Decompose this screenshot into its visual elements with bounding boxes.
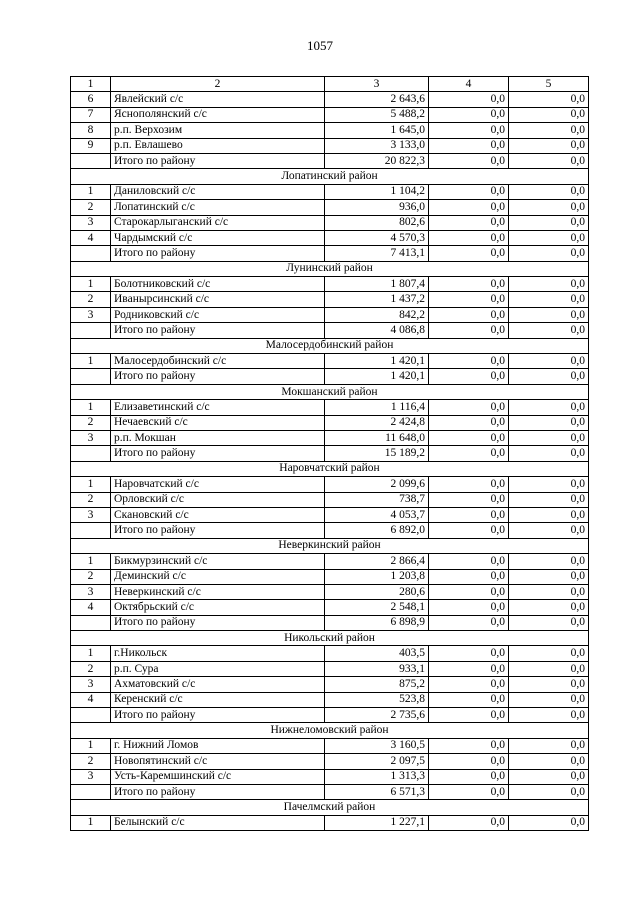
value-col3-cell: 4 053,7 [325, 507, 429, 522]
value-col4-cell: 0,0 [429, 200, 509, 215]
table-row [71, 584, 589, 599]
value-col5-cell: 0,0 [509, 600, 589, 615]
value-col4-cell: 0,0 [429, 477, 509, 492]
settlement-name-cell: Усть-Каремшинский с/с [111, 769, 325, 784]
table-row [71, 569, 589, 584]
row-number-cell: 2 [71, 754, 111, 769]
row-number-cell: 1 [71, 815, 111, 830]
settlement-name-cell: г.Никольск [111, 646, 325, 661]
value-col5-cell: 0,0 [509, 446, 589, 461]
value-col5-cell: 0,0 [509, 107, 589, 122]
settlement-name-cell: р.п. Мокшан [111, 430, 325, 445]
settlement-name-cell: Явлейский с/с [111, 92, 325, 107]
row-number-cell [71, 246, 111, 261]
value-col5-cell: 0,0 [509, 523, 589, 538]
settlement-name-cell: Наровчатский с/с [111, 477, 325, 492]
value-col5-cell: 0,0 [509, 646, 589, 661]
row-number-cell: 4 [71, 692, 111, 707]
value-col5-cell: 0,0 [509, 584, 589, 599]
value-col3-cell: 1 104,2 [325, 184, 429, 199]
row-number-cell: 2 [71, 492, 111, 507]
row-number-cell: 3 [71, 307, 111, 322]
value-col3-cell: 4 086,8 [325, 323, 429, 338]
district-title: Малосердобинский район [71, 338, 589, 353]
row-number-cell: 6 [71, 92, 111, 107]
value-col4-cell: 0,0 [429, 277, 509, 292]
value-col5-cell: 0,0 [509, 307, 589, 322]
value-col4-cell: 0,0 [429, 446, 509, 461]
district-total-row [71, 615, 589, 630]
value-col5-cell: 0,0 [509, 554, 589, 569]
table-row [71, 646, 589, 661]
district-section-row [71, 338, 589, 353]
value-col4-cell: 0,0 [429, 230, 509, 245]
value-col3-cell: 523,8 [325, 692, 429, 707]
table-row [71, 107, 589, 122]
row-number-cell: 3 [71, 677, 111, 692]
value-col4-cell: 0,0 [429, 107, 509, 122]
row-number-cell: 1 [71, 477, 111, 492]
value-col4-cell: 0,0 [429, 692, 509, 707]
value-col3-cell: 6 892,0 [325, 523, 429, 538]
table-row [71, 754, 589, 769]
settlement-name-cell: Старокарлыганский с/с [111, 215, 325, 230]
value-col3-cell: 20 822,3 [325, 153, 429, 168]
value-col5-cell: 0,0 [509, 708, 589, 723]
value-col4-cell: 0,0 [429, 615, 509, 630]
district-title: Нижнеломовский район [71, 723, 589, 738]
value-col4-cell: 0,0 [429, 92, 509, 107]
value-col4-cell: 0,0 [429, 369, 509, 384]
value-col5-cell: 0,0 [509, 92, 589, 107]
column-number-5: 5 [509, 77, 589, 92]
settlement-name-cell: Чардымский с/с [111, 230, 325, 245]
value-col3-cell: 2 548,1 [325, 600, 429, 615]
district-title: Наровчатский район [71, 461, 589, 476]
row-number-cell: 4 [71, 600, 111, 615]
value-col3-cell: 2 097,5 [325, 754, 429, 769]
row-number-cell: 8 [71, 123, 111, 138]
table-row [71, 492, 589, 507]
table-row [71, 677, 589, 692]
district-title: Пачелмский район [71, 800, 589, 815]
district-title: Лопатинский район [71, 169, 589, 184]
value-col5-cell: 0,0 [509, 369, 589, 384]
settlement-name-cell: Итого по району [111, 153, 325, 168]
value-col4-cell: 0,0 [429, 123, 509, 138]
value-col4-cell: 0,0 [429, 400, 509, 415]
value-col3-cell: 2 866,4 [325, 554, 429, 569]
value-col3-cell: 3 133,0 [325, 138, 429, 153]
row-number-cell: 3 [71, 507, 111, 522]
district-section-row [71, 384, 589, 399]
district-total-row [71, 246, 589, 261]
value-col4-cell: 0,0 [429, 184, 509, 199]
district-title: Никольский район [71, 631, 589, 646]
row-number-cell: 9 [71, 138, 111, 153]
settlement-name-cell: р.п. Верхозим [111, 123, 325, 138]
district-section-row [71, 800, 589, 815]
settlement-name-cell: Скановский с/с [111, 507, 325, 522]
row-number-cell: 1 [71, 554, 111, 569]
table-row [71, 477, 589, 492]
row-number-cell: 1 [71, 738, 111, 753]
table-row [71, 815, 589, 830]
value-col5-cell: 0,0 [509, 569, 589, 584]
settlement-name-cell: Бикмурзинский с/с [111, 554, 325, 569]
value-col5-cell: 0,0 [509, 415, 589, 430]
value-col5-cell: 0,0 [509, 430, 589, 445]
value-col3-cell: 2 643,6 [325, 92, 429, 107]
value-col3-cell: 1 313,3 [325, 769, 429, 784]
row-number-cell: 2 [71, 200, 111, 215]
value-col5-cell: 0,0 [509, 677, 589, 692]
table-row [71, 307, 589, 322]
value-col4-cell: 0,0 [429, 584, 509, 599]
value-col3-cell: 802,6 [325, 215, 429, 230]
page-number: 1057 [307, 38, 333, 53]
settlement-name-cell: Итого по району [111, 708, 325, 723]
row-number-cell: 4 [71, 230, 111, 245]
value-col3-cell: 2 735,6 [325, 708, 429, 723]
value-col5-cell: 0,0 [509, 277, 589, 292]
value-col5-cell: 0,0 [509, 661, 589, 676]
value-col3-cell: 842,2 [325, 307, 429, 322]
row-number-cell [71, 523, 111, 538]
value-col3-cell: 7 413,1 [325, 246, 429, 261]
row-number-cell: 3 [71, 584, 111, 599]
table-row [71, 554, 589, 569]
value-col4-cell: 0,0 [429, 600, 509, 615]
value-col3-cell: 1 420,1 [325, 354, 429, 369]
table-row [71, 92, 589, 107]
district-total-row [71, 523, 589, 538]
value-col3-cell: 738,7 [325, 492, 429, 507]
district-total-row [71, 153, 589, 168]
value-col5-cell: 0,0 [509, 615, 589, 630]
row-number-cell: 1 [71, 277, 111, 292]
settlement-name-cell: Лопатинский с/с [111, 200, 325, 215]
table-row [71, 123, 589, 138]
row-number-cell: 1 [71, 354, 111, 369]
table-row [71, 430, 589, 445]
value-col3-cell: 3 160,5 [325, 738, 429, 753]
row-number-cell: 3 [71, 430, 111, 445]
settlement-name-cell: Даниловский с/с [111, 184, 325, 199]
value-col3-cell: 4 570,3 [325, 230, 429, 245]
value-col4-cell: 0,0 [429, 246, 509, 261]
value-col5-cell: 0,0 [509, 138, 589, 153]
value-col5-cell: 0,0 [509, 769, 589, 784]
value-col5-cell: 0,0 [509, 200, 589, 215]
value-col4-cell: 0,0 [429, 569, 509, 584]
district-section-row [71, 723, 589, 738]
value-col5-cell: 0,0 [509, 246, 589, 261]
value-col5-cell: 0,0 [509, 153, 589, 168]
value-col4-cell: 0,0 [429, 769, 509, 784]
row-number-cell: 3 [71, 215, 111, 230]
value-col3-cell: 1 227,1 [325, 815, 429, 830]
settlement-name-cell: р.п. Сура [111, 661, 325, 676]
value-col3-cell: 1 116,4 [325, 400, 429, 415]
value-col5-cell: 0,0 [509, 292, 589, 307]
row-number-cell [71, 708, 111, 723]
settlement-name-cell: Неверкинский с/с [111, 584, 325, 599]
value-col5-cell: 0,0 [509, 692, 589, 707]
settlement-name-cell: Родниковский с/с [111, 307, 325, 322]
district-section-row [71, 261, 589, 276]
row-number-cell [71, 323, 111, 338]
row-number-cell [71, 446, 111, 461]
value-col4-cell: 0,0 [429, 415, 509, 430]
value-col3-cell: 875,2 [325, 677, 429, 692]
value-col5-cell: 0,0 [509, 738, 589, 753]
value-col5-cell: 0,0 [509, 754, 589, 769]
value-col5-cell: 0,0 [509, 784, 589, 799]
row-number-cell: 2 [71, 661, 111, 676]
table-row [71, 738, 589, 753]
row-number-cell [71, 369, 111, 384]
value-col5-cell: 0,0 [509, 492, 589, 507]
table-row [71, 184, 589, 199]
table-row [71, 277, 589, 292]
settlement-name-cell: Итого по району [111, 615, 325, 630]
value-col5-cell: 0,0 [509, 477, 589, 492]
settlement-name-cell: Итого по району [111, 446, 325, 461]
value-col5-cell: 0,0 [509, 507, 589, 522]
value-col4-cell: 0,0 [429, 492, 509, 507]
settlement-name-cell: Деминский с/с [111, 569, 325, 584]
table-row [71, 507, 589, 522]
district-total-row [71, 369, 589, 384]
value-col5-cell: 0,0 [509, 230, 589, 245]
value-col4-cell: 0,0 [429, 708, 509, 723]
value-col5-cell: 0,0 [509, 123, 589, 138]
settlement-name-cell: Елизаветинский с/с [111, 400, 325, 415]
value-col4-cell: 0,0 [429, 215, 509, 230]
settlement-name-cell: Керенский с/с [111, 692, 325, 707]
district-total-row [71, 446, 589, 461]
value-col4-cell: 0,0 [429, 354, 509, 369]
table-row [71, 415, 589, 430]
settlement-name-cell: Орловский с/с [111, 492, 325, 507]
value-col3-cell: 15 189,2 [325, 446, 429, 461]
value-col4-cell: 0,0 [429, 784, 509, 799]
value-col5-cell: 0,0 [509, 184, 589, 199]
district-total-row [71, 784, 589, 799]
district-title: Мокшанский район [71, 384, 589, 399]
settlement-name-cell: р.п. Евлашево [111, 138, 325, 153]
value-col5-cell: 0,0 [509, 215, 589, 230]
column-number-1: 1 [71, 77, 111, 92]
table-row [71, 200, 589, 215]
value-col4-cell: 0,0 [429, 292, 509, 307]
value-col3-cell: 2 099,6 [325, 477, 429, 492]
value-col3-cell: 403,5 [325, 646, 429, 661]
table-row [71, 661, 589, 676]
district-section-row [71, 631, 589, 646]
table-row [71, 230, 589, 245]
value-col4-cell: 0,0 [429, 554, 509, 569]
column-number-4: 4 [429, 77, 509, 92]
row-number-cell: 1 [71, 400, 111, 415]
row-number-cell: 7 [71, 107, 111, 122]
column-number-3: 3 [325, 77, 429, 92]
table-row [71, 769, 589, 784]
settlement-name-cell: Итого по району [111, 784, 325, 799]
value-col3-cell: 11 648,0 [325, 430, 429, 445]
district-title: Неверкинский район [71, 538, 589, 553]
settlement-name-cell: Итого по району [111, 369, 325, 384]
value-col3-cell: 6 898,9 [325, 615, 429, 630]
value-col3-cell: 1 437,2 [325, 292, 429, 307]
settlement-name-cell: Октябрьский с/с [111, 600, 325, 615]
district-total-row [71, 323, 589, 338]
settlement-name-cell: Итого по району [111, 523, 325, 538]
settlement-name-cell: Яснополянский с/с [111, 107, 325, 122]
row-number-cell: 2 [71, 292, 111, 307]
budget-table [70, 76, 589, 831]
table-row [71, 600, 589, 615]
row-number-cell: 3 [71, 769, 111, 784]
value-col4-cell: 0,0 [429, 323, 509, 338]
value-col3-cell: 1 645,0 [325, 123, 429, 138]
row-number-cell: 2 [71, 569, 111, 584]
table-row [71, 292, 589, 307]
value-col4-cell: 0,0 [429, 661, 509, 676]
settlement-name-cell: Итого по району [111, 323, 325, 338]
value-col5-cell: 0,0 [509, 400, 589, 415]
table-row [71, 215, 589, 230]
settlement-name-cell: Итого по району [111, 246, 325, 261]
value-col4-cell: 0,0 [429, 430, 509, 445]
settlement-name-cell: Новопятинский с/с [111, 754, 325, 769]
table-row [71, 354, 589, 369]
value-col4-cell: 0,0 [429, 523, 509, 538]
table-row [71, 400, 589, 415]
row-number-cell [71, 615, 111, 630]
value-col4-cell: 0,0 [429, 307, 509, 322]
district-title: Лунинский район [71, 261, 589, 276]
column-number-2: 2 [111, 77, 325, 92]
settlement-name-cell: Ахматовский с/с [111, 677, 325, 692]
value-col3-cell: 1 807,4 [325, 277, 429, 292]
value-col5-cell: 0,0 [509, 354, 589, 369]
table-row [71, 138, 589, 153]
table-row [71, 692, 589, 707]
row-number-cell [71, 784, 111, 799]
district-section-row [71, 538, 589, 553]
value-col3-cell: 933,1 [325, 661, 429, 676]
settlement-name-cell: Белынский с/с [111, 815, 325, 830]
column-number-row [71, 77, 589, 92]
settlement-name-cell: г. Нижний Ломов [111, 738, 325, 753]
value-col5-cell: 0,0 [509, 815, 589, 830]
value-col5-cell: 0,0 [509, 323, 589, 338]
value-col3-cell: 5 488,2 [325, 107, 429, 122]
row-number-cell: 1 [71, 646, 111, 661]
district-section-row [71, 461, 589, 476]
value-col3-cell: 6 571,3 [325, 784, 429, 799]
district-section-row [71, 169, 589, 184]
settlement-name-cell: Малосердобинский с/с [111, 354, 325, 369]
value-col4-cell: 0,0 [429, 754, 509, 769]
row-number-cell: 2 [71, 415, 111, 430]
value-col4-cell: 0,0 [429, 153, 509, 168]
value-col4-cell: 0,0 [429, 646, 509, 661]
value-col3-cell: 1 203,8 [325, 569, 429, 584]
value-col3-cell: 1 420,1 [325, 369, 429, 384]
value-col3-cell: 2 424,8 [325, 415, 429, 430]
settlement-name-cell: Болотниковский с/с [111, 277, 325, 292]
value-col4-cell: 0,0 [429, 738, 509, 753]
value-col4-cell: 0,0 [429, 507, 509, 522]
settlement-name-cell: Нечаевский с/с [111, 415, 325, 430]
district-total-row [71, 708, 589, 723]
value-col4-cell: 0,0 [429, 815, 509, 830]
value-col3-cell: 280,6 [325, 584, 429, 599]
row-number-cell [71, 153, 111, 168]
value-col4-cell: 0,0 [429, 677, 509, 692]
value-col4-cell: 0,0 [429, 138, 509, 153]
value-col3-cell: 936,0 [325, 200, 429, 215]
settlement-name-cell: Иванырсинский с/с [111, 292, 325, 307]
row-number-cell: 1 [71, 184, 111, 199]
